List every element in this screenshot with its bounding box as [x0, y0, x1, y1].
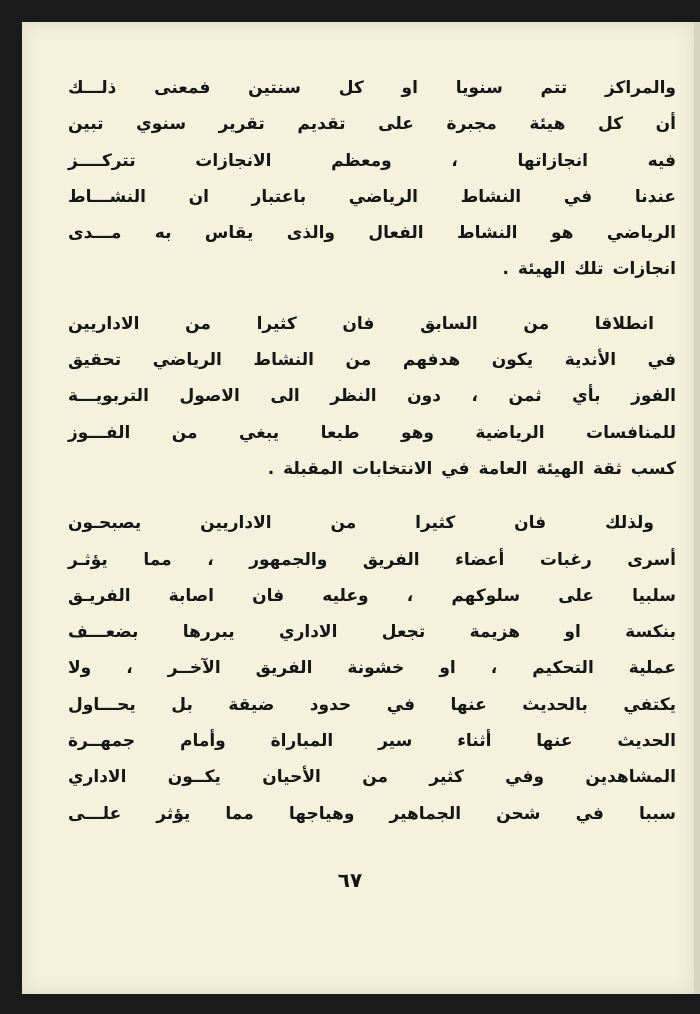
paragraph-1 — [68, 70, 676, 288]
text-line: المشاهدين وفي كثير من الأحيان يكــون الاداري — [68, 767, 676, 788]
text-line: انجازات تلك الهيئة . — [502, 259, 676, 280]
text-line: في الأندية يكون هدفهم من النشاط الرياضي تحقيق — [68, 350, 676, 371]
text-line: عندنا في النشاط الرياضي باعتبار ان النشـــاط — [68, 186, 676, 207]
text-line: الرياضي هو النشاط الفعال والذى يقاس به مـــدى — [68, 223, 676, 244]
body-text — [68, 70, 676, 832]
text-line: انطلاقا من السابق فان كثيرا من الاداريين — [68, 313, 654, 334]
text-line: سلبيا على سلوكهم ، وعليه فان اصابة الفريـق — [68, 585, 676, 606]
text-line: عملية التحكيم ، او خشونة الفريق الآخــر ، ولا — [68, 658, 676, 679]
text-line: ولذلك فان كثيرا من الاداريين يصبحـون — [68, 513, 654, 534]
text-line: الفوز بأي ثمن ، دون النظر الى الاصول التربويـــة — [68, 386, 676, 407]
text-line: أسرى رغبات أعضاء الفريق والجمهور ، مما يؤثـر — [68, 549, 676, 570]
text-line: للمنافسات الرياضية وهو طبعا يبغي من الفـــوز — [68, 422, 676, 443]
page-edge — [694, 22, 700, 994]
paragraph-3 — [68, 505, 676, 832]
paragraph-2 — [68, 306, 676, 487]
text-line: سببا في شحن الجماهير وهياجها مما يؤثر علـــى — [68, 803, 676, 824]
text-line: والمراكز تتم سنويا او كل سنتين فمعنى ذلـــك — [68, 78, 676, 98]
page-number: ٦٧ — [337, 868, 363, 892]
text-line: كسب ثقة الهيئة العامة في الانتخابات المقبلة . — [267, 458, 676, 479]
text-line: فيه انجازاتها ، ومعظم الانجازات تتركــــز — [68, 150, 676, 171]
text-line: الحديث عنها أثناء سير المباراة وأمام جمهــرة — [68, 731, 676, 752]
text-line: يكتفي بالحديث عنها في حدود ضيقة بل يحـــاول — [68, 694, 676, 715]
text-line: أن كل هيئة مجبرة على تقديم تقرير سنوي تبين — [68, 114, 676, 135]
text-line: بنكسة او هزيمة تجعل الاداري يبررها بضعـــف — [68, 622, 676, 643]
